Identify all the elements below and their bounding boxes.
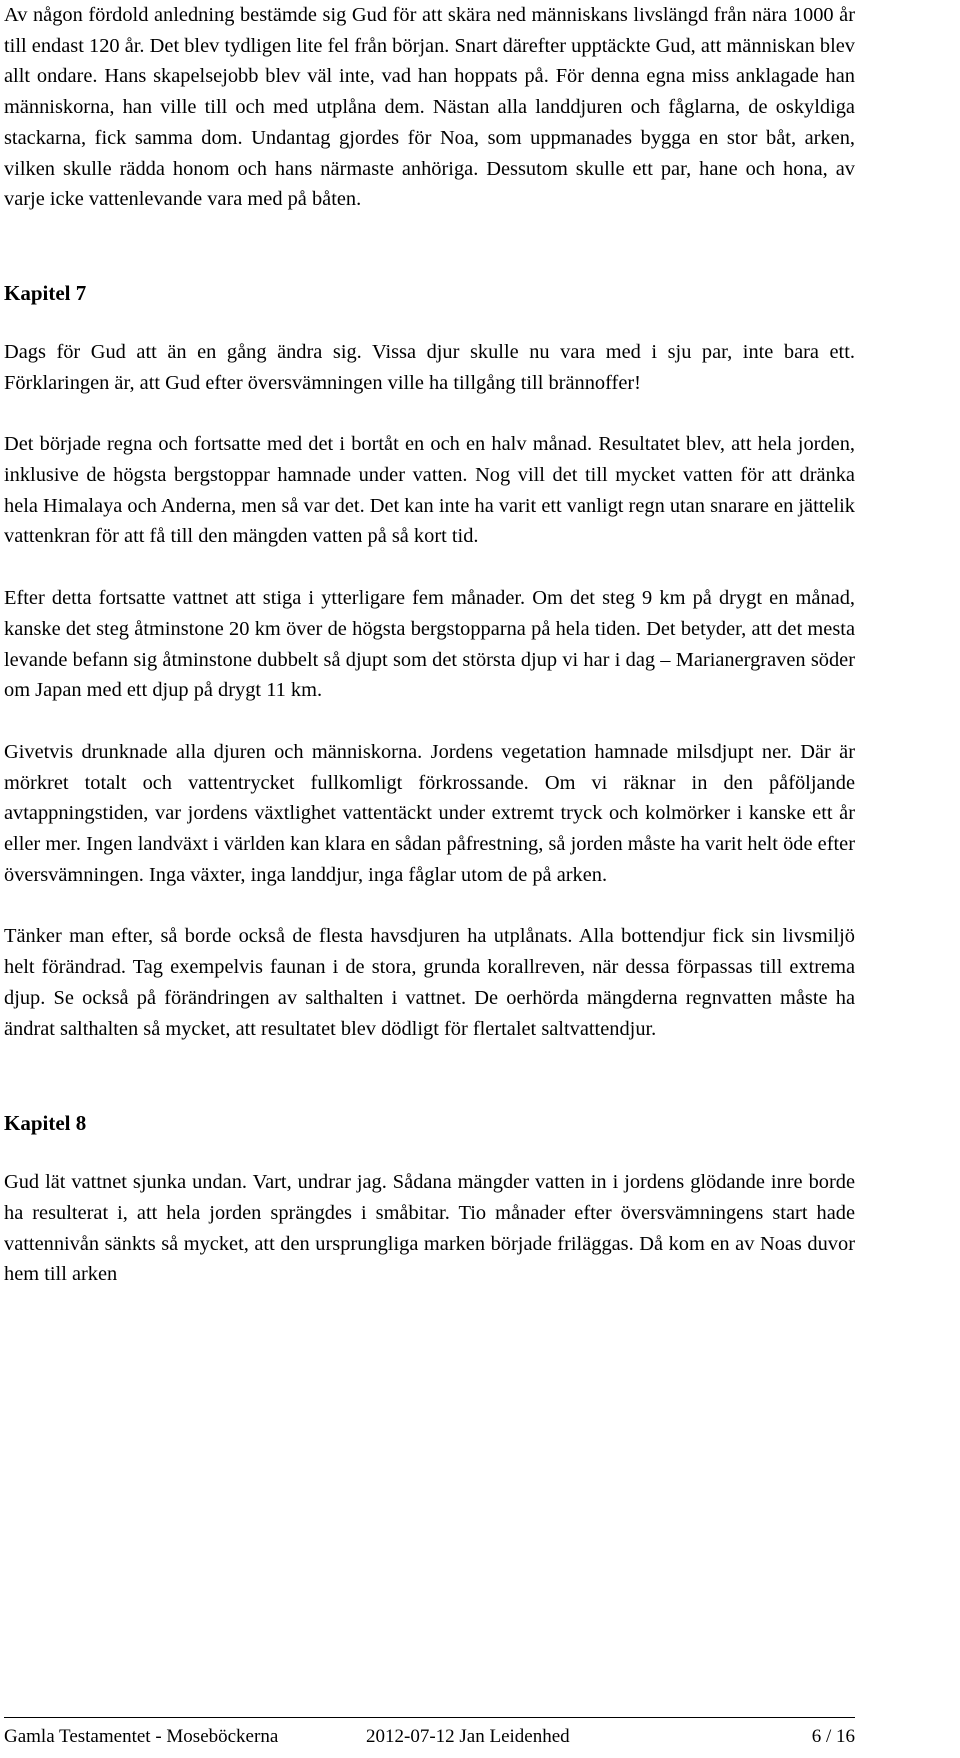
chapter-7-paragraph-4: Givetvis drunknade alla djuren och människorna. Jordens vegetation hamnade milsdjupt ner. Där är mörkret totalt och vattentrycket fullkomligt förkrossande. Om vi räknar in den påföljande avtappningstiden, var jordens växtlighet vattentäckt under extremt tryck och kolmörker i kanske ett år eller mer. Ingen landväxt i världen kan klara en sådan påfrestning, så jorden måste ha varit helt öde efter översvämningen. Inga växter, inga landdjur, inga fåglar utom de på arken. bbox=[4, 740, 855, 886]
chapter-7-paragraph-1: Dags för Gud att än en gång ändra sig. Vissa djur skulle nu vara med i sju par, inte bara ett. Förklaringen är, att Gud efter översvämningen ville ha tillgång till brännoffer! bbox=[4, 340, 855, 394]
footer-document-title: Gamla Testamentet - Moseböckerna bbox=[4, 1726, 279, 1747]
page-body bbox=[4, 0, 855, 1290]
footer-date-author: 2012-07-12 Jan Leidenhed bbox=[366, 1726, 570, 1747]
footer-divider bbox=[4, 1717, 855, 1718]
chapter-8-heading: Kapitel 8 bbox=[4, 1111, 87, 1136]
paragraph-intro: Av någon fördold anledning bestämde sig Gud för att skära ned människans livslängd från nära 1000 år till endast 120 år. Det blev tydligen lite fel från början. Snart därefter upptäckte Gud, att människan blev allt ondare. Hans skapelsejobb blev väl inte, vad han hoppats på. För denna egna miss anklagade han människorna, han ville till och med utplåna dem. Nästan alla landdjuren och fåglarna, de oskyldiga stackarna, fick samma dom. Undantag gjordes för Noa, som uppmanades bygga en stor båt, arken, vilken skulle rädda honom och hans närmaste anhöriga. Dessutom skulle ett par, hane och hona, av varje icke vattenlevande vara med på båten. bbox=[4, 4, 855, 211]
footer-page-number: 6 / 16 bbox=[811, 1726, 855, 1747]
chapter-8-paragraph-1: Gud lät vattnet sjunka undan. Vart, undrar jag. Sådana mängder vatten in i jordens glödande inre borde ha resulterat i, att hela jorden sprängdes i småbitar. Tio månader efter översvämningens start hade vattennivån sänkts så mycket, att den ursprungliga marken började friläggas. Då kom en av Noas duvor hem till arken bbox=[4, 1171, 855, 1286]
chapter-7-paragraph-3: Efter detta fortsatte vattnet att stiga i ytterligare fem månader. Om det steg 9 km på drygt en månad, kanske det steg åtminstone 20 km över de högsta bergstopparna på hela tiden. Det betyder, att det mesta levande befann sig åtminstone dubbelt så djupt som det största djup vi har i dag – Marianergraven söder om Japan med ett djup på drygt 11 km. bbox=[4, 587, 855, 702]
page-footer bbox=[4, 1722, 855, 1752]
chapter-7-heading: Kapitel 7 bbox=[4, 280, 87, 305]
chapter-7-paragraph-2: Det började regna och fortsatte med det i bortåt en och en halv månad. Resultatet blev, att hela jorden, inklusive de högsta bergstoppar hamnade under vatten. Nog vill det till mycket vatten för att dränka hela Himalaya och Anderna, men så var det. Det kan inte ha varit ett vanligt regn utan snarare en jättelik vattenkran för att få till den mängden vatten på så kort tid. bbox=[4, 433, 855, 548]
chapter-7-paragraph-5: Tänker man efter, så borde också de flesta havsdjuren ha utplånats. Alla bottendjur fick sin livsmiljö helt förändrad. Tag exempelvis faunan i de stora, grunda korallreven, när dessa förpassas till extrema djup. Se också på förändringen av salthalten i vattnet. De oerhörda mängderna regnvatten måste ha ändrat salthalten så mycket, att resultatet blev dödligt för flertalet saltvattendjur. bbox=[4, 925, 855, 1040]
